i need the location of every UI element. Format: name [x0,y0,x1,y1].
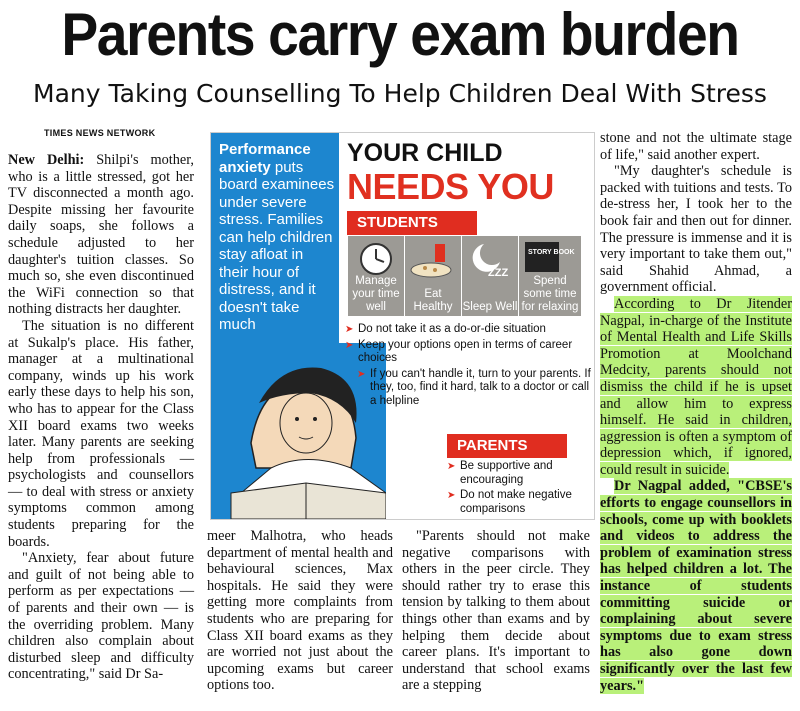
intro-text: puts board examinees under severe stress. Families can help children stay afloat in their hour of distress, and it doesn't take much [219,158,335,333]
infographic [210,132,595,520]
food-icon [405,240,461,278]
infographic-side-panel [211,133,339,519]
highlight: Dr Nagpal added, "CBSE's efforts to engage counsellors in schools, come up with booklets and videos to address the problem of examination stress has helped children a lot. The instance of students committing suicide or complaining about severe symptoms due to exam stress has also gone down significantly over the last few years." [600,478,792,694]
article-column-2 [207,528,393,694]
subheadline: Many Taking Counselling To Help Children Deal With Stress [33,79,767,108]
tip-manage-time [347,235,405,317]
zzz-text: ZZZ [488,267,509,278]
highlighted-paragraph [600,296,792,479]
article-column-3 [402,528,590,694]
students-tag: STUDENTS [347,211,477,235]
byline: TIMES NEWS NETWORK [44,128,156,138]
paragraph: "Anxiety, fear about future and guilt of not being able to perform as per expectations — of parents and their own — is the overriding problem. Many children also complain about disturbed sleep and difficulty concentrating," said Dr Sa- [8,550,194,683]
paragraph: The situation is no different at Sukalp's place. His father, manager at a multinational company, winds up his work early these days to help his son, who has to appear for the Class XII board exams two weeks later. Many parents are seeking help from professionals — psychologists and counsellors — to deal with stress or anxiety symptoms common among students preparing for the boards. [8,317,194,550]
paragraph: stone and not the ultimate stage of life," said another expert. [600,130,792,163]
advice-item: ➤ If you can't handle it, turn to your parents. If they, too, find it hard, talk to a doctor or call a helpline [357,368,591,409]
paragraph [8,152,194,318]
book-label: STORY BOOK [528,249,575,256]
student-advice-list [345,323,591,411]
paragraph: "My daughter's schedule is packed with tuitions and tests. To de-stress her, I took her to the book fair and then out for dinner. The pressure is immense and it is very important to take them out," said Shahid Ahmad, a government official. [600,163,792,296]
highlight: According to Dr Jitender Nagpal, in-charge of the Institute of Mental Health and Life Skills Promotion at Moolchand Medcity, parents should not dismiss the child if he is upset and allow him to express himself. He said in children, aggression is often a symptom of depression which, if ignored, could result in suicide. [600,295,792,478]
advice-item: ➤ Do not make negative comparisons [447,489,587,516]
graphic-title-highlight: NEEDS YOU [347,166,554,207]
clock-icon [348,240,404,278]
tip-label: Manage your time well [352,275,400,313]
dateline: New Delhi: [8,152,85,168]
highlighted-paragraph [600,478,792,694]
advice-item: ➤ Do not take it as a do-or-die situation [345,323,591,337]
graphic-title: YOUR CHILD [347,139,503,167]
intro-bold: Performance anxiety [219,141,311,176]
tip-label: Spend some time for relaxing [521,275,579,313]
article-column-4 [600,130,792,694]
infographic-intro [219,141,335,334]
tip-relax [518,235,582,317]
moon-icon [462,240,518,278]
tip-label: Eat Healthy [413,288,453,313]
paragraph: "Parents should not make negative comparisons with others in the peer circle. They should rather try to erase this tension by talking to them about things other than exams and by helping them decide about career plans. It's important to understand that school exams are a stepping [402,528,590,694]
book-icon [519,240,581,278]
paragraph: meer Malhotra, who heads department of mental health and behavioural sciences, Max hospitals. He said they were getting more complaints from students who are preparing for Class XII board exams as they are worried not just about the upcoming exams but career options too. [207,528,393,694]
parents-tag: PARENTS [447,434,567,458]
advice-item: ➤ Keep your options open in terms of career choices [345,339,591,366]
paragraph-text: Shilpi's mother, who is a little stressed, got her TV disconnected a month ago. Despite missing her favourite daily soaps, she follows a schedule adjusted to her daughter's tuition classes. So much so, she even discontinued the WiFi connection so that nothing distracts her daughter. [8,152,194,318]
advice-item: ➤ Be supportive and encouraging [447,460,587,487]
article-column-1 [8,152,194,683]
tip-sleep-well [461,235,519,317]
parent-advice-list [447,460,587,518]
tip-eat-healthy [404,235,462,317]
tip-label: Sleep Well [462,301,518,313]
headline: Parents carry exam burden [61,1,739,68]
